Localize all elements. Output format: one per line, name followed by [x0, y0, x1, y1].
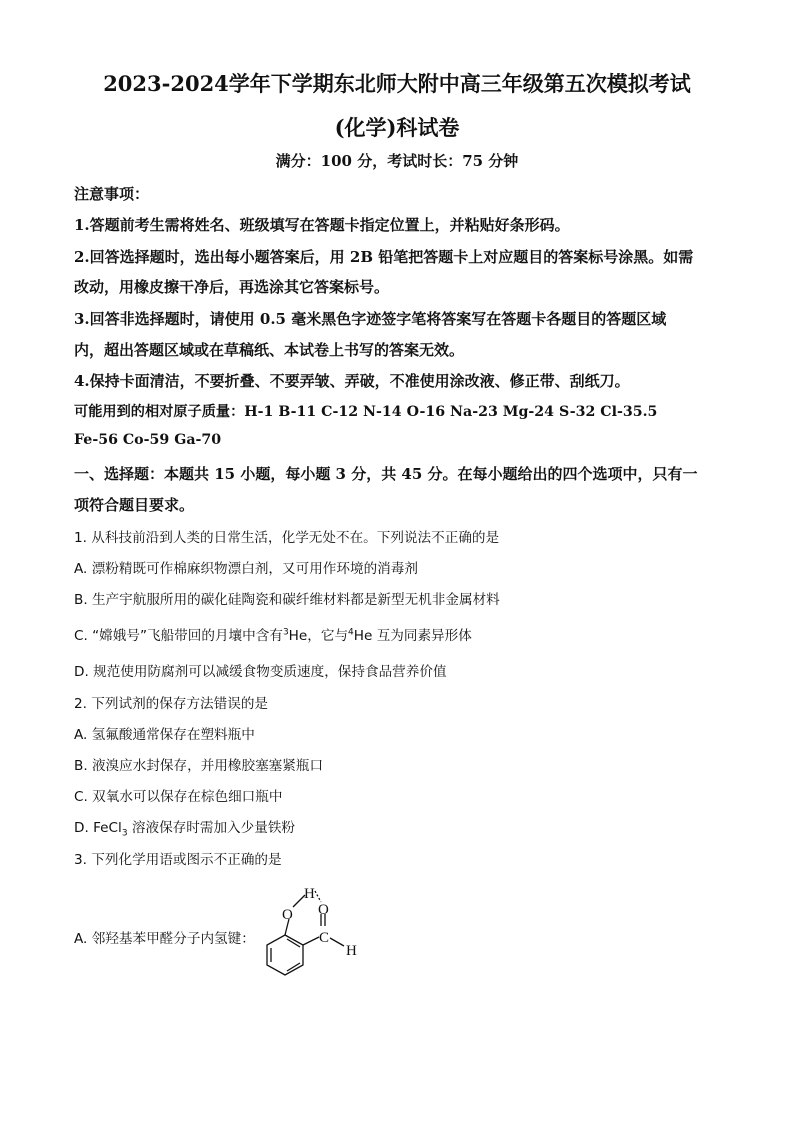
q1-option-c-sup2: 4: [348, 627, 354, 638]
hydrogen-bond-diagram: [258, 882, 378, 992]
section-1-heading-b: 项符合题目要求。: [74, 496, 195, 514]
q2-option-d-sub: 3: [121, 828, 128, 839]
note-3a: 3.回答非选择题时，请使用 0.5 毫米黑色字迹签字笔将答案写在答题卡各题目的答题区域: [74, 310, 667, 328]
q2-option-a: A. 氢氟酸通常保存在塑料瓶中: [74, 727, 255, 743]
q2-option-d-post: 溶液保存时需加入少量铁粉: [127, 820, 296, 836]
atom-o-carbonyl: O: [318, 902, 329, 918]
q2-option-c: C. 双氧水可以保存在棕色细口瓶中: [74, 789, 283, 805]
q1-option-c-post: He 互为同素异形体: [353, 628, 472, 644]
q1-option-c: [74, 624, 724, 644]
q1-option-d: D. 规范使用防腐剂可以减缓食物变质速度，保持食品营养价值: [74, 664, 447, 680]
q1-option-c-mid: He，它与: [288, 628, 349, 644]
q1-option-a: A. 漂粉精既可作棉麻织物漂白剂，又可用作环境的消毒剂: [74, 561, 418, 577]
q2-option-b: B. 液溴应水封保存，并用橡胶塞塞紧瓶口: [74, 758, 324, 774]
q1-stem: 1. 从科技前沿到人类的日常生活，化学无处不在。下列说法不正确的是: [74, 530, 500, 546]
q2-stem: 2. 下列试剂的保存方法错误的是: [74, 696, 269, 712]
c-cho-bond: [303, 937, 319, 945]
note-3b: 内，超出答题区域或在草稿纸、本试卷上书写的答案无效。: [74, 341, 465, 359]
exam-subject: (化学)科试卷: [334, 115, 460, 140]
salicylaldehyde-structure: [258, 882, 378, 992]
q1-option-c-pre: C. “嫦娥号”飞船带回的月壤中含有: [74, 628, 283, 644]
benzene-ring: [267, 935, 303, 975]
note-1: 1.答题前考生需将姓名、班级填写在答题卡指定位置上，并粘贴好条形码。: [74, 216, 570, 234]
c-h-bond: [330, 938, 344, 946]
atom-h-hydroxyl: H: [304, 886, 315, 902]
note-2b: 改动，用橡皮擦干净后，再选涂其它答案标号。: [74, 278, 390, 296]
score-time: 满分：100 分，考试时长：75 分钟: [275, 152, 519, 170]
hydrogen-bond-dash: [315, 891, 321, 902]
q2-option-d-pre: D. FeCl: [74, 820, 122, 836]
atom-h-aldehyde: H: [346, 943, 357, 959]
note-4: 4.保持卡面清洁，不要折叠、不要弄皱、弄破，不准使用涂改液、修正带、刮纸刀。: [74, 372, 630, 390]
atomic-masses-b: Fe-56 Co-59 Ga-70: [74, 432, 222, 448]
exam-title: 2023-2024学年下学期东北师大附中高三年级第五次模拟考试: [103, 71, 691, 96]
notes-heading: 注意事项：: [74, 185, 150, 203]
atomic-masses-a: 可能用到的相对原子质量：H-1 B-11 C-12 N-14 O-16 Na-23 Mg-24 S-32 Cl-35.5: [74, 404, 658, 420]
atom-c-carbonyl: C: [319, 930, 330, 946]
q1-option-c-sup1: 3: [282, 627, 289, 638]
atom-o-hydroxyl: O: [282, 907, 293, 923]
q1-option-b: B. 生产宇航服所用的碳化硅陶瓷和碳纤维材料都是新型无机非金属材料: [74, 592, 500, 608]
note-2a: 2.回答选择题时，选出每小题答案后，用 2B 铅笔把答题卡上对应题目的答案标号涂黑。如需: [74, 248, 694, 266]
q3-option-a: A. 邻羟基苯甲醛分子内氢键：: [74, 931, 255, 947]
q2-option-d: [74, 816, 724, 839]
q3-stem: 3. 下列化学用语或图示不正确的是: [74, 852, 282, 868]
section-1-heading-a: 一、选择题：本题共 15 小题，每小题 3 分，共 45 分。在每小题给出的四个选项中，只有一: [74, 465, 698, 483]
